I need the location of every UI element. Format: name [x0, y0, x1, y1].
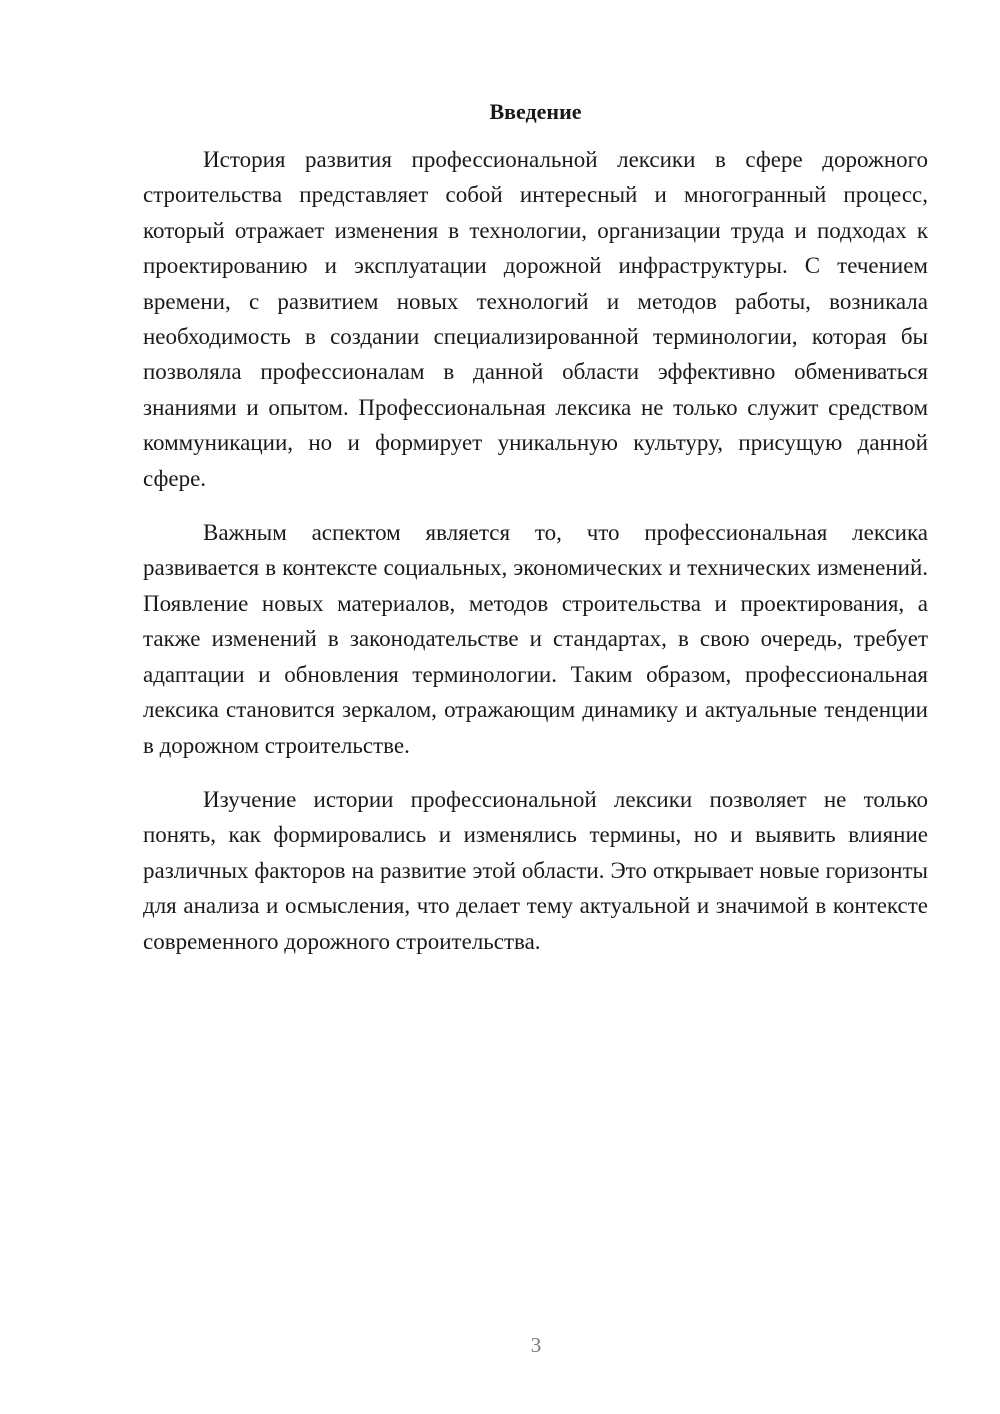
section-title: Введение	[489, 99, 582, 124]
page-number: 3	[530, 1333, 542, 1357]
paragraph-2: Важным аспектом является то, что профессиональная лексика развивается в контексте социальных, экономических и технических изменений. Появление новых материалов, методов строительства и проектирования, а также изменений в законодательстве и стандартах, в свою очередь, требует адаптации и обновления терминологии. Таким образом, профессиональная лексика становится зеркалом, отражающим динамику и актуальные тенденции в дорожном строительстве.	[143, 520, 928, 758]
body-text	[143, 142, 928, 978]
paragraph-1: История развития профессиональной лексики в сфере дорожного строительства представляет собой интересный и многогранный процесс, который отражает изменения в технологии, организации труда и подходах к проектированию и эксплуатации дорожной инфраструктуры. С течением времени, с развитием новых технологий и методов работы, возникала необходимость в создании специализированной терминологии, которая бы позволяла профессионалам в данной области эффективно обмениваться знаниями и опытом. Профессиональная лексика не только служит средством коммуникации, но и формирует уникальную культуру, присущую данной сфере.	[143, 147, 928, 491]
paragraph-3: Изучение истории профессиональной лексики позволяет не только понять, как формировались и изменялись термины, но и выявить влияние различных факторов на развитие этой области. Это открывает новые горизонты для анализа и осмысления, что делает тему актуальной и значимой в контексте современного дорожного строительства.	[143, 786, 928, 954]
